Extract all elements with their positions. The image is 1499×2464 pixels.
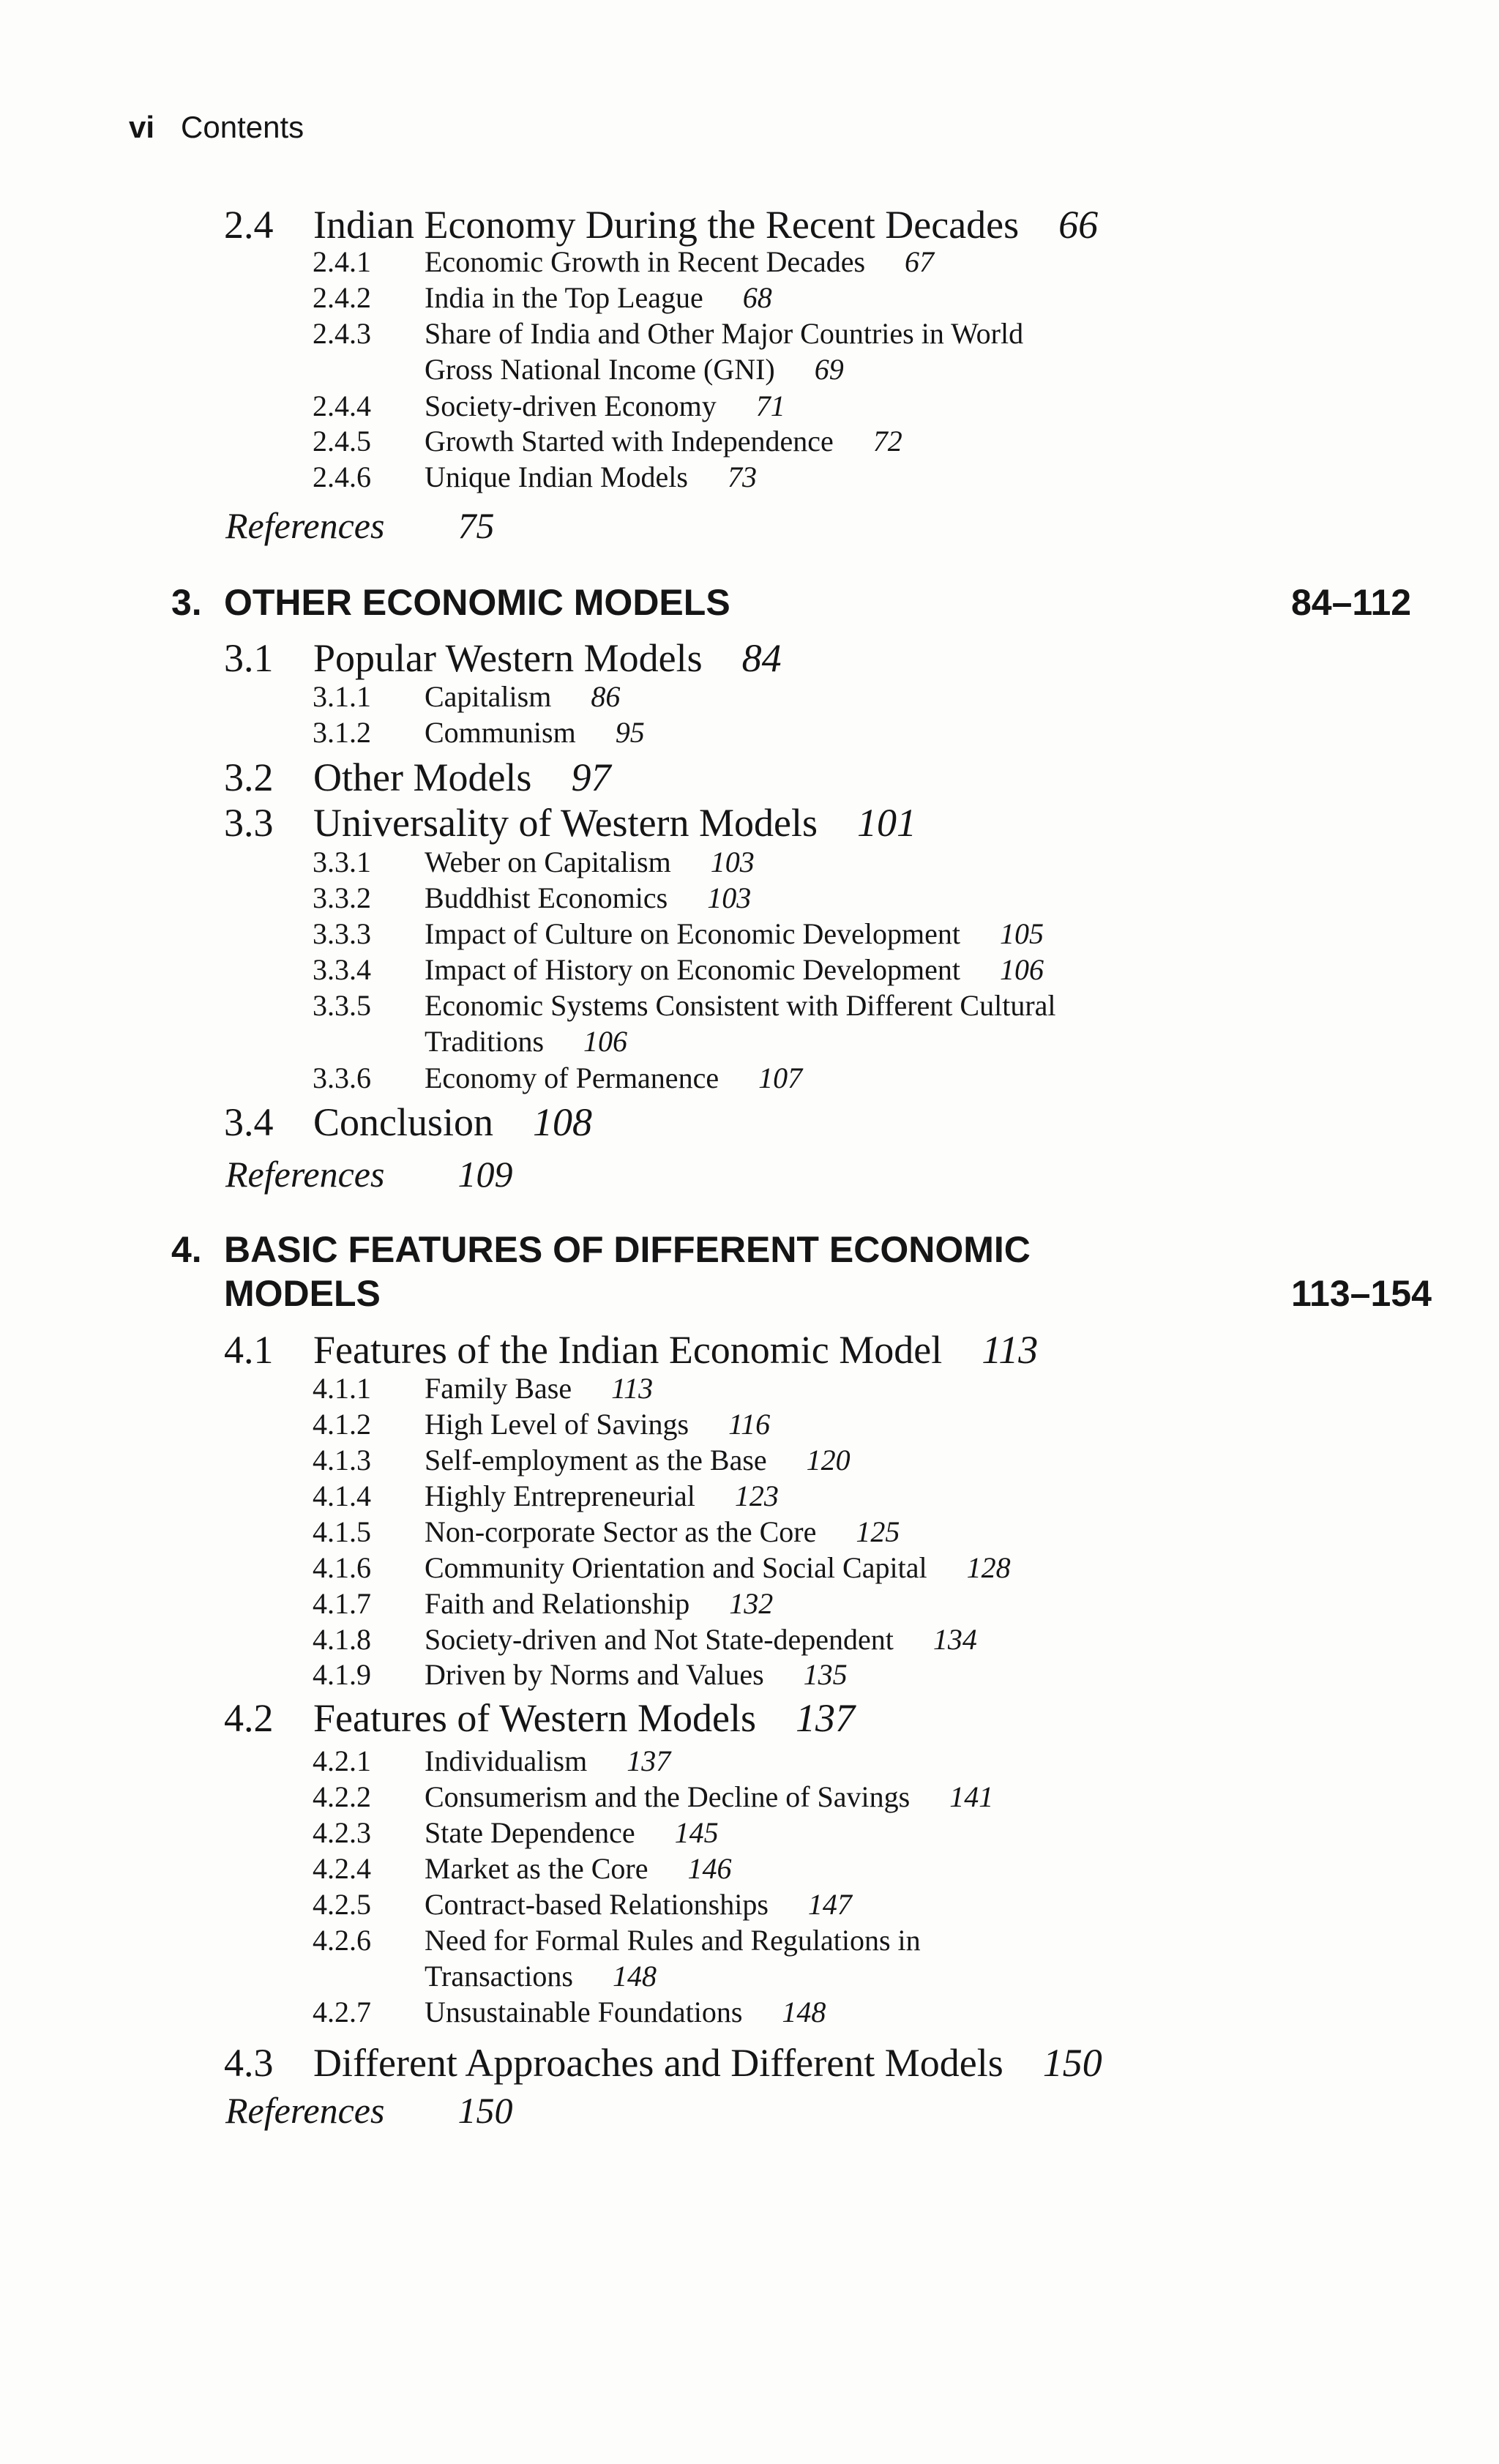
subsection-entry	[313, 1854, 731, 1884]
page-number: 66	[1058, 203, 1099, 247]
entry-number: 2.4.5	[313, 425, 371, 458]
page-number: 113	[982, 1328, 1039, 1372]
page-number: 150	[457, 2090, 513, 2131]
entry-number: 3.1.1	[313, 680, 371, 713]
entry-number: 4.1.4	[313, 1479, 371, 1512]
section-entry	[224, 2043, 1102, 2083]
entry-number: 3.2	[224, 755, 274, 799]
subsection-entry	[313, 1589, 773, 1619]
entry-title: Impact of Culture on Economic Development	[425, 917, 961, 950]
entry-number: 3.3.5	[313, 989, 371, 1022]
page-number: 95	[615, 716, 645, 749]
page-number: 137	[627, 1744, 671, 1777]
section-entry	[224, 638, 782, 678]
section-entry	[224, 755, 611, 799]
page-number: 146	[687, 1852, 732, 1885]
page-number: 105	[1000, 917, 1044, 950]
page-number: 132	[729, 1587, 774, 1620]
entry-title: Unique Indian Models	[425, 460, 688, 493]
subsection-entry	[313, 319, 1023, 348]
subsection-entry	[313, 247, 934, 277]
subsection-entry	[313, 1782, 993, 1812]
entry-title: References	[225, 2090, 385, 2131]
section-entry	[224, 203, 1099, 247]
entry-number: 4.1.3	[313, 1444, 371, 1476]
entry-title: References	[225, 505, 385, 546]
entry-title: Self-employment as the Base	[425, 1444, 767, 1476]
entry-number: 4.1.7	[313, 1587, 371, 1620]
entry-title: Conclusion	[313, 1100, 494, 1144]
subsection-entry	[313, 1998, 826, 2027]
entry-number: 4.1.9	[313, 1658, 371, 1691]
entry-title: Non-corporate Sector as the Core	[425, 1515, 817, 1548]
page-number: 123	[734, 1479, 779, 1512]
entry-number: 4.2.7	[313, 1996, 371, 2028]
entry-number: 4.2.2	[313, 1780, 371, 1813]
entry-title: Market as the Core	[425, 1852, 648, 1885]
entry-number: 3.1.2	[313, 716, 371, 749]
entry-title: Popular Western Models	[313, 636, 703, 680]
page-number: 103	[710, 845, 755, 878]
section-entry	[224, 803, 916, 843]
entry-number: 3.3	[224, 801, 274, 845]
entry-title: Driven by Norms and Values	[425, 1658, 764, 1691]
entry-number: 4.2.4	[313, 1852, 371, 1885]
entry-title: Share of India and Other Major Countries in World	[425, 317, 1024, 350]
entry-number: 4.	[171, 1229, 202, 1270]
page-number: 125	[856, 1515, 900, 1548]
entry-number: 4.2.5	[313, 1888, 371, 1921]
chapter-heading	[224, 1275, 381, 1312]
subsection-entry	[313, 1479, 779, 1512]
entry-number: 4.1.6	[313, 1551, 371, 1584]
references-entry	[225, 1154, 513, 1195]
chapter-page-range: 113–154	[1291, 1273, 1432, 1314]
page-number: 120	[806, 1444, 851, 1476]
subsection-entry	[313, 1446, 851, 1475]
entry-number: 2.4	[224, 203, 274, 247]
subsection-entry	[313, 1660, 848, 1690]
entry-number: 4.2.3	[313, 1816, 371, 1849]
subsection-entry	[313, 955, 1044, 985]
page-number: 150	[1042, 2041, 1102, 2085]
page-number: 67	[905, 245, 935, 278]
subsection-entry	[313, 919, 1044, 949]
page-number: 137	[796, 1696, 856, 1740]
subsection-entry	[313, 389, 785, 422]
subsection-entry	[313, 460, 757, 493]
entry-number: 3.4	[224, 1100, 274, 1144]
entry-number: 4.1.2	[313, 1408, 371, 1441]
section-entry	[224, 1698, 855, 1738]
entry-title: Highly Entrepreneurial	[425, 1479, 695, 1512]
page-number: 71	[755, 389, 785, 422]
entry-title: Impact of History on Economic Development	[425, 953, 961, 986]
entry-title: Other Models	[313, 755, 532, 799]
entry-title: Indian Economy During the Recent Decades	[313, 203, 1020, 247]
subsection-entry	[313, 991, 1056, 1020]
entry-title: Family Base	[425, 1372, 572, 1405]
subsection-entry	[313, 283, 772, 313]
entry-number: 3.3.1	[313, 845, 371, 878]
subsection-entry	[425, 1962, 657, 1991]
entry-number: 4.3	[224, 2041, 274, 2085]
page-number: 84	[741, 636, 782, 680]
subsection-entry	[313, 1625, 977, 1654]
subsection-entry	[313, 1890, 852, 1919]
page-folio: vi	[129, 110, 155, 144]
entry-number: 2.4.3	[313, 317, 371, 350]
entry-title: Society-driven Economy	[425, 389, 717, 422]
subsection-entry	[313, 1744, 671, 1777]
page-number: 97	[571, 755, 611, 799]
entry-number: 4.1.1	[313, 1372, 371, 1405]
entry-title: Different Approaches and Different Models	[313, 2041, 1003, 2085]
entry-title: Contract-based Relationships	[425, 1888, 769, 1921]
page-number: 101	[857, 801, 917, 845]
entry-title: Transactions	[425, 1960, 573, 1993]
entry-title: India in the Top League	[425, 281, 703, 314]
page-number: 86	[591, 680, 621, 713]
references-entry	[225, 2092, 512, 2129]
section-entry	[224, 1330, 1038, 1370]
subsection-entry	[313, 1374, 653, 1403]
entry-title: MODELS	[224, 1273, 381, 1314]
entry-title: High Level of Savings	[425, 1408, 689, 1441]
subsection-entry	[313, 1926, 921, 1955]
subsection-entry	[313, 1410, 770, 1439]
entry-title: Economy of Permanence	[425, 1061, 719, 1094]
subsection-entry	[313, 427, 902, 456]
entry-number: 3.3.4	[313, 953, 371, 986]
subsection-entry	[313, 881, 752, 914]
entry-title: References	[225, 1154, 385, 1195]
entry-title: Traditions	[425, 1025, 545, 1058]
page-number: 103	[707, 881, 752, 914]
entry-title: Weber on Capitalism	[425, 845, 671, 878]
entry-number: 4.2	[224, 1696, 274, 1740]
subsection-entry	[313, 1517, 900, 1547]
entry-number: 2.4.4	[313, 389, 371, 422]
page-number: 147	[807, 1888, 852, 1921]
running-title: Contents	[181, 110, 304, 144]
subsection-entry	[313, 845, 755, 878]
subsection-entry	[425, 1027, 627, 1056]
entry-number: 2.4.6	[313, 460, 371, 493]
entry-number: 3.3.6	[313, 1061, 371, 1094]
subsection-entry	[313, 1553, 1011, 1583]
entry-title: Faith and Relationship	[425, 1587, 690, 1620]
page-number: 141	[949, 1780, 994, 1813]
entry-title: Growth Started with Independence	[425, 425, 834, 458]
page-number: 113	[611, 1372, 654, 1405]
chapter-heading	[171, 1231, 1031, 1268]
page-number: 108	[533, 1100, 593, 1144]
page-number: 148	[782, 1996, 826, 2028]
subsection-entry	[313, 1818, 719, 1848]
page-number: 106	[583, 1025, 628, 1058]
page-number: 145	[674, 1816, 719, 1849]
entry-title: Features of the Indian Economic Model	[313, 1328, 943, 1372]
entry-title: Unsustainable Foundations	[425, 1996, 743, 2028]
chapter-page-range: 84–112	[1291, 582, 1412, 623]
entry-number: 4.2.6	[313, 1924, 371, 1957]
entry-number: 3.	[171, 582, 202, 623]
page-number: 109	[457, 1154, 513, 1195]
entry-number: 4.2.1	[313, 1744, 371, 1777]
references-entry	[225, 507, 494, 544]
entry-title: Capitalism	[425, 680, 552, 713]
entry-title: Gross National Income (GNI)	[425, 353, 775, 386]
page-number: 106	[1000, 953, 1044, 986]
page-number: 116	[728, 1408, 771, 1441]
page-number: 73	[727, 460, 757, 493]
entry-number: 3.3.2	[313, 881, 371, 914]
entry-title: State Dependence	[425, 1816, 635, 1849]
entry-title: Economic Growth in Recent Decades	[425, 245, 866, 278]
entry-number: 3.1	[224, 636, 274, 680]
entry-title: Individualism	[425, 1744, 588, 1777]
page-number: 107	[758, 1061, 803, 1094]
page-number: 128	[966, 1551, 1011, 1584]
entry-number: 3.3.3	[313, 917, 371, 950]
entry-title: Need for Formal Rules and Regulations in	[425, 1924, 921, 1957]
entry-title: OTHER ECONOMIC MODELS	[224, 582, 730, 623]
entry-title: Communism	[425, 716, 576, 749]
entry-title: BASIC FEATURES OF DIFFERENT ECONOMIC	[224, 1229, 1031, 1270]
page-number: 72	[872, 425, 902, 458]
entry-number: 4.1.5	[313, 1515, 371, 1548]
entry-title: Buddhist Economics	[425, 881, 668, 914]
entry-title: Universality of Western Models	[313, 801, 818, 845]
page-number: 134	[932, 1623, 977, 1656]
subsection-entry	[425, 355, 844, 384]
entry-number: 4.1	[224, 1328, 274, 1372]
page-number: 148	[612, 1960, 657, 1993]
subsection-entry	[313, 718, 645, 747]
entry-number: 4.1.8	[313, 1623, 371, 1656]
page-header	[129, 110, 304, 145]
entry-number: 2.4.2	[313, 281, 371, 314]
section-entry	[224, 1102, 592, 1142]
page-number: 69	[814, 353, 844, 386]
subsection-entry	[313, 1061, 803, 1094]
entry-title: Economic Systems Consistent with Different Cultural	[425, 989, 1056, 1022]
page-number: 68	[742, 281, 772, 314]
chapter-heading	[171, 584, 730, 621]
entry-title: Consumerism and the Decline of Savings	[425, 1780, 911, 1813]
entry-title: Features of Western Models	[313, 1696, 757, 1740]
page-number: 135	[803, 1658, 848, 1691]
page-number: 75	[457, 505, 495, 546]
entry-number: 2.4.1	[313, 245, 371, 278]
entry-title: Society-driven and Not State-dependent	[425, 1623, 894, 1656]
entry-title: Community Orientation and Social Capital	[425, 1551, 927, 1584]
subsection-entry	[313, 682, 620, 712]
